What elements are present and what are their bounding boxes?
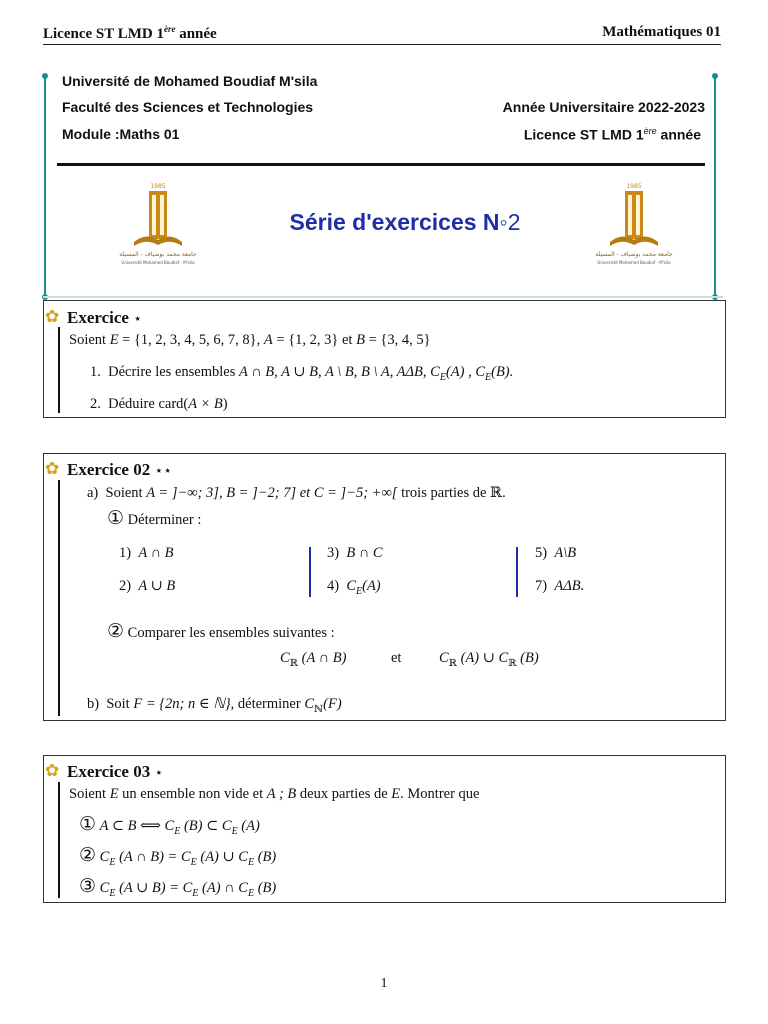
exercise-3-intro: Soient E un ensemble non vide et A ; B deux parties de E. Montrer que [69, 786, 480, 802]
circled-1: ① [107, 508, 125, 529]
exercise-2-item: 4) $C_E(A)$ [327, 578, 381, 597]
exercise-2-item: 5) A\B [535, 545, 577, 561]
column-separator [516, 547, 518, 597]
exercise-2-part-a: a) Soient A = ]−∞; 3], B = ]−2; 7] et C = ]−5; +∞[ trois parties de ℝ. [87, 485, 506, 501]
header-right-line [714, 76, 716, 298]
exercise-1-box [43, 300, 726, 418]
exercise-1-question-2: 2. Déduire card(A × B) [90, 396, 228, 412]
exercise-2-bar [58, 480, 60, 716]
exercise-3-item: ① A ⊂ B ⟺ $C_E$ (B) ⊂ $C_E$ (A) [79, 814, 260, 837]
exercise-3-item: ② $C_E$ (A ∩ $B) = C_E$ (A) ∪ $C_E$ (B) [79, 845, 277, 868]
exercise-1-heading: Exercice ⋆ [67, 308, 142, 327]
circled-2: ② [107, 621, 125, 642]
column-separator [309, 547, 311, 597]
exercise-2-item: 2) A ∪ B [119, 578, 176, 594]
university-name: Université de Mohamed Boudiaf M'sila [62, 73, 318, 89]
level-label: Licence ST LMD 1ère année [523, 126, 701, 143]
running-header-right: Mathématiques 01 [602, 24, 721, 40]
header-dot-tr [712, 73, 718, 79]
faculty-name: Faculté des Sciences et Technologies [62, 99, 314, 115]
page-number: 1 [380, 976, 388, 991]
exercise-2-part-b: b) Soit F = {2n; n ∈ ℕ}, déterminer $C_ℕ(F)$ [87, 696, 342, 715]
exercise-1-intro: Soient E = {1, 2, 3, 4, 5, 6, 7, 8}, A = {1, 2, 3} et B = {3, 4, 5} [69, 332, 431, 348]
exercise-2-determine: ① Déterminer : [107, 508, 202, 529]
running-header-rule [43, 44, 721, 45]
flower-icon: ✿ [45, 761, 60, 780]
header-rule [57, 163, 705, 166]
exercise-2-item: 3) B ∩ C [327, 545, 383, 561]
exercise-2-compare-right: $C_ℝ$ (A) ∪ $C_ℝ$ (B) [439, 650, 539, 669]
exercise-2-heading: Exercice 02 ⋆⋆ [67, 460, 173, 479]
header-dot-tl [42, 73, 48, 79]
exercise-2-box [43, 453, 726, 721]
university-logo-left [108, 180, 208, 270]
svg-text:1985: 1985 [150, 183, 166, 190]
series-title: Série d'exercices N◦2 [289, 209, 521, 235]
exercise-3-box [43, 755, 726, 903]
header-left-line [44, 76, 46, 298]
exercise-2-item: 7) AΔB. [535, 578, 585, 594]
running-header-left: Licence ST LMD 1ère année [43, 24, 217, 42]
academic-year: Année Universitaire 2022-2023 [502, 99, 705, 115]
exercise-2-compare-left: $C_ℝ$ (A ∩ B) [280, 650, 347, 669]
header-bottom-line [43, 296, 723, 298]
svg-text:جامعة محمد بوضياف - المسيلة: جامعة محمد بوضياف - المسيلة [595, 251, 673, 258]
svg-text:Université Mohamed Boudiaf - M: Université Mohamed Boudiaf - M'sila [597, 260, 671, 265]
exercise-3-bar [58, 782, 60, 898]
exercise-2-compare-et: et [391, 650, 402, 666]
exercise-2-compare: ② Comparer les ensembles suivantes : [107, 621, 335, 642]
exercise-1-question-1: 1. Décrire les ensembles A ∩ B, A ∪ B, A \ B, B \ A, AΔB, $C_E(A)$ , $C_E(B)$. [90, 364, 514, 383]
svg-text:Université Mohamed Boudiaf - M: Université Mohamed Boudiaf - M'sila [121, 260, 195, 265]
university-logo-icon [108, 180, 208, 270]
university-logo-icon [584, 180, 684, 270]
module-name: Module :Maths 01 [62, 126, 180, 142]
flower-icon: ✿ [45, 459, 60, 478]
svg-text:جامعة محمد بوضياف - المسيلة: جامعة محمد بوضياف - المسيلة [119, 251, 197, 258]
exercise-2-item: 1) A ∩ B [119, 545, 174, 561]
exercise-3-item: ③ $C_E$ (A ∪ $B) = C_E$ (A) ∩ $C_E$ (B) [79, 876, 277, 899]
exercise-3-heading: Exercice 03 ⋆ [67, 762, 164, 781]
svg-text:1985: 1985 [626, 183, 642, 190]
exercise-1-bar [58, 327, 60, 413]
running-header [43, 22, 721, 44]
flower-icon: ✿ [45, 307, 60, 326]
university-logo-right [584, 180, 684, 270]
